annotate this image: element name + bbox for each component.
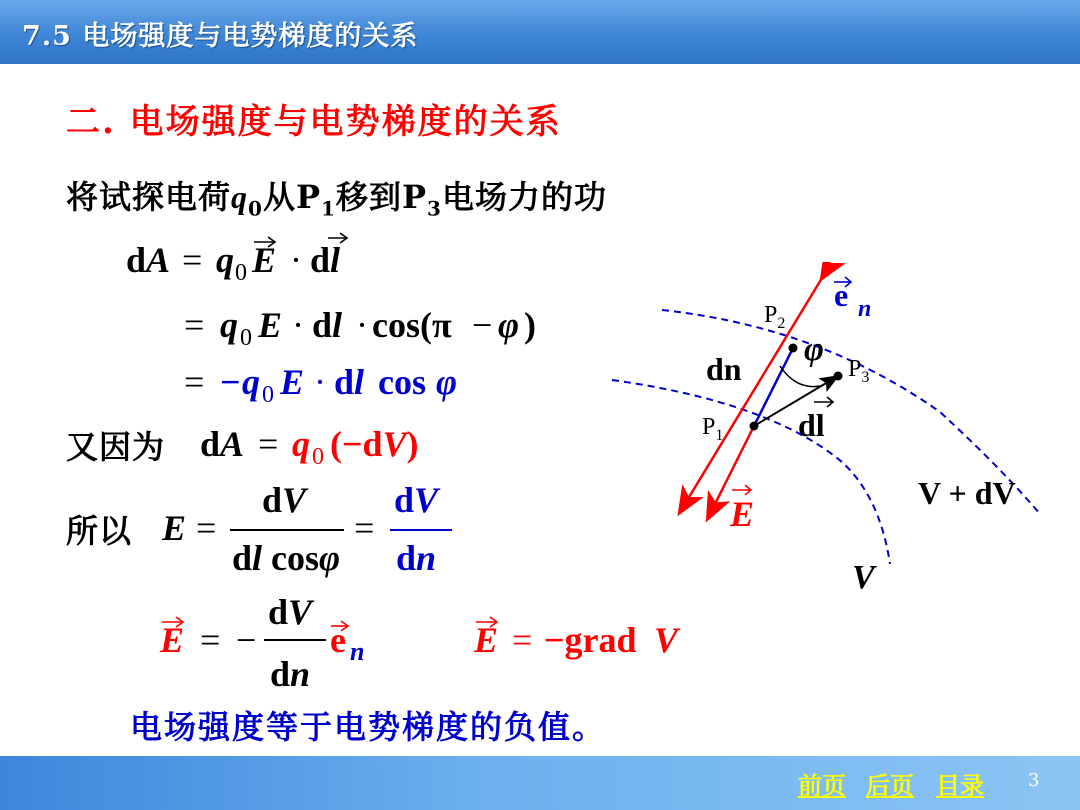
svg-text:P3: $P_3$ [848, 356, 870, 386]
point-p3 [834, 372, 843, 381]
svg-text:φ: φ [436, 362, 458, 402]
svg-text:V: V [654, 620, 679, 660]
svg-text:−: − [236, 620, 257, 660]
svg-text:−: − [472, 305, 493, 345]
svg-text:0: 0 [235, 260, 247, 284]
svg-text:=: = [196, 508, 217, 548]
equation-field-vector [156, 590, 396, 700]
svg-text:E: E [280, 362, 305, 402]
statement-text-4: 电场力的功 [441, 178, 607, 216]
p3-subscript: 3 [427, 196, 442, 221]
svg-text:(−dV): (−dV) [330, 424, 419, 464]
svg-text:·: · [314, 362, 326, 402]
equation-gradient [470, 606, 710, 666]
svg-text:q: q [216, 240, 234, 280]
charge-subscript: 0 [248, 196, 263, 221]
label-p2: P [764, 302, 778, 328]
svg-text:E: E [258, 305, 283, 345]
gradient-diagram [600, 262, 1070, 602]
svg-text:φ: φ [498, 305, 520, 345]
svg-text:dV: dV [262, 480, 307, 520]
svg-text:dV: dV [268, 592, 313, 632]
normal-line [680, 278, 822, 512]
svg-text:q: q [292, 424, 310, 464]
label-e-field: E [730, 494, 755, 534]
label-en-n: n [858, 296, 872, 322]
label-v: V [852, 559, 875, 596]
svg-text:dn: dn [270, 654, 311, 694]
svg-text:e: e [330, 620, 346, 660]
svg-text:=: = [182, 240, 203, 280]
svg-text:n: n [350, 637, 365, 666]
header-bar [0, 0, 1080, 64]
page-number: 3 [1028, 770, 1040, 791]
svg-text:E: E [252, 240, 277, 280]
next-page-link[interactable]: 后页 [866, 771, 914, 800]
svg-text:cos(π: cos(π [372, 305, 452, 345]
svg-text:q: q [220, 305, 238, 345]
footer-bar [0, 756, 1080, 810]
svg-text:q: q [242, 362, 260, 402]
statement-text-1: 将试探电荷 [66, 178, 232, 216]
label-v-plus-dv: V + dV [918, 475, 1016, 511]
equation-work-definition [120, 228, 380, 284]
svg-text:E: E [474, 620, 499, 660]
label-en-e: e [834, 277, 849, 313]
label-dn: dn [706, 351, 742, 387]
svg-text:−: − [220, 362, 241, 402]
svg-text:E: E [162, 508, 187, 548]
svg-text:dl cosφ: dl cosφ [232, 538, 341, 578]
svg-text:·: · [292, 305, 304, 345]
svg-text:−grad: −grad [544, 620, 637, 660]
therefore-label: 所以 [66, 512, 133, 550]
angle-arc [780, 366, 820, 387]
p1-subscript: 1 [321, 196, 336, 221]
svg-text:0: 0 [262, 382, 274, 408]
section-heading: 二. 电场强度与电势梯度的关系 [66, 102, 562, 142]
svg-text:0: 0 [240, 325, 252, 351]
point-p1 [750, 422, 759, 431]
svg-text:): ) [524, 305, 536, 345]
slide-section-title: 7.5 电场强度与电势梯度的关系 [22, 21, 419, 52]
equation-work-negative [180, 352, 480, 408]
equation-work-potential [196, 414, 456, 470]
svg-text:dV: dV [394, 480, 439, 520]
svg-text:P1: $P_1$ [702, 414, 724, 444]
svg-text:dl: dl [310, 240, 341, 280]
conclusion-text: 电场强度等于电势梯度的负值。 [130, 708, 607, 746]
svg-text:dA: dA [126, 240, 171, 280]
svg-text:dl: dl [312, 305, 343, 345]
equation-field-fraction [158, 478, 468, 590]
svg-text:=: = [512, 620, 533, 660]
point-p2 [789, 344, 798, 353]
svg-text:dn: dn [396, 538, 437, 578]
statement-line [66, 172, 607, 220]
equation-work-cos-pi [180, 295, 560, 351]
svg-text:0: 0 [312, 444, 324, 470]
statement-text-2: 从P [262, 178, 322, 216]
svg-text:dl: dl [334, 362, 365, 402]
svg-text:=: = [200, 620, 221, 660]
svg-text:E: E [160, 620, 185, 660]
equipotential-lower [612, 380, 890, 564]
svg-text:=: = [354, 508, 375, 548]
label-phi: φ [804, 331, 824, 368]
svg-text:·: · [290, 240, 302, 280]
charge-symbol: q [231, 179, 249, 215]
statement-text-3: 移到P [335, 178, 428, 216]
toc-link[interactable]: 目录 [936, 771, 984, 800]
svg-text:=: = [184, 305, 205, 345]
because-label: 又因为 [66, 428, 166, 466]
svg-text:dA: dA [200, 424, 245, 464]
svg-text:·: · [356, 305, 368, 345]
label-p3: P [848, 356, 862, 382]
svg-text:=: = [184, 362, 205, 402]
svg-text:=: = [258, 424, 279, 464]
svg-text:cos: cos [378, 362, 426, 402]
prev-page-link[interactable]: 前页 [798, 771, 846, 800]
label-p1: P [702, 414, 716, 440]
svg-text:P2: $P_2$ [764, 302, 786, 332]
label-dl: dl [798, 407, 825, 443]
